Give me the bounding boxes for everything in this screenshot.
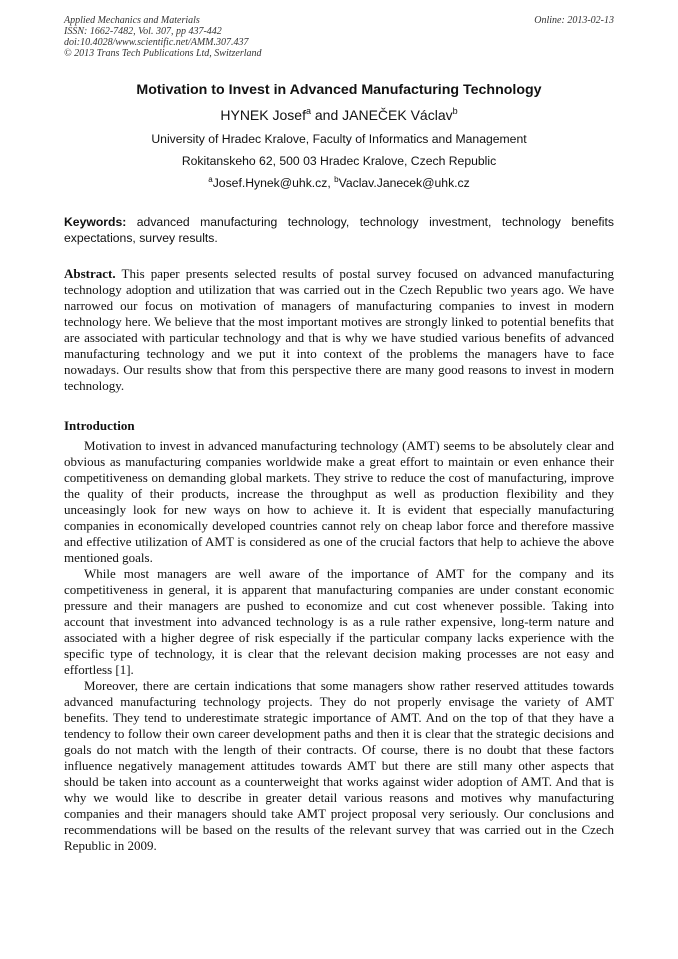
keywords-block [64, 214, 614, 246]
author-2-superscript: b [452, 106, 458, 116]
author-list [0, 106, 678, 123]
email-b[interactable]: Vaclav.Janecek@uhk.cz [338, 176, 470, 190]
email-b-superscript: b [334, 175, 339, 184]
affiliation-address: Rokitanskeho 62, 500 03 Hradec Kralove, Czech Republic [181, 154, 497, 168]
online-date: Online: 2013-02-13 [534, 15, 614, 26]
intro-paragraph-1: Motivation to invest in advanced manufacturing technology (AMT) seems to be absolutely clear and obvious as manufacturing companies worldwide make a great effort to maintain or even enhance their competitiveness on demanding global markets. They strive to reduce the cost of manufacturing, improve the quality of their products, increase the throughput as well as production flexibility and they unceasingly look for new ways on how to achieve it. It is evident that especially manufacturing companies in economically developed countries cannot rely on cheap labor force and therefore massive and effective utilization of AMT is considered as one of the crucial factors that help to achieve the above mentioned goals. [64, 438, 614, 565]
intro-paragraph-3: Moreover, there are certain indications that some managers show rather reserved attitudes towards advanced manufacturing technology projects. They do not properly envisage the variety of AMT benefits. They tend to underestimate strategic importance of AMT. And on the top of that they have a tendency to follow their own career development paths and then it is clear that the strategic decisions and goals do not match with the length of their contracts. Of course, there is no doubt that these factors influence negatively management attitudes towards AMT but there are still many other aspects that should be taken into account as a counterweight that works against wider adoption of AMT. And that is why we would like to describe in greater detail various reasons and motives why manufacturing companies and their managers should take AMT project proposal very seriously. Our conclusions and recommendations will be based on the results of the relevant survey that was carried out in the Czech Republic in 2009. [64, 678, 614, 853]
issn-line: ISSN: 1662-7482, Vol. 307, pp 437-442 [64, 26, 222, 37]
abstract-label: Abstract. [64, 266, 116, 281]
doi-line: doi:10.4028/www.scientific.net/AMM.307.437 [64, 37, 249, 48]
author-conjunction: and [310, 107, 343, 123]
journal-header [64, 15, 614, 59]
abstract-block [64, 266, 614, 394]
affiliation-university: University of Hradec Kralove, Faculty of Informatics and Management [151, 132, 527, 146]
introduction-heading: Introduction [64, 418, 135, 433]
email-a[interactable]: Josef.Hynek@uhk.cz, [212, 176, 335, 190]
keywords-label: Keywords: [64, 215, 127, 229]
intro-paragraph-2: While most managers are well aware of the importance of AMT for the company and its competitiveness in general, it is apparent that manufacturing companies are under constant economic pressure and their managers are pushed to economize and cut cost whenever possible. Taking into account that investment into advanced technology is as a rule rather expensive, long-term nature and associated with a higher degree of risk especially if the particular company lacks experience with the specific type of technology, it is clear that the relevant decision making processes are not easy and effortless [1]. [64, 566, 614, 677]
abstract-text: This paper presents selected results of postal survey focused on advanced manufacturing technology adoption and utilization that was carried out in the Czech Republic two years ago. We have narrowed our focus on motivation of managers of manufacturing companies to invest in modern technology here. We believe that the most important motives are strongly linked to potential benefits that are associated with particular technology and that is why we have studied various benefits of advanced manufacturing technology and we put it into context of the problems the managers have to face nowadays. Our results show that from this perspective there are many good reasons to invest in modern technology. [64, 266, 614, 393]
paper-title: Motivation to Invest in Advanced Manufacturing Technology [136, 82, 542, 98]
keywords-text: advanced manufacturing technology, technology investment, technology benefits expectations, survey results. [64, 215, 614, 245]
author-1-superscript: a [305, 106, 311, 116]
journal-name: Applied Mechanics and Materials [64, 15, 200, 26]
email-a-superscript: a [208, 175, 213, 184]
copyright-line: © 2013 Trans Tech Publications Ltd, Switzerland [64, 48, 262, 59]
introduction-body [64, 438, 614, 854]
author-1: HYNEK Josef [220, 107, 306, 123]
author-emails [0, 175, 678, 190]
author-2: JANEČEK Václav [342, 107, 453, 123]
